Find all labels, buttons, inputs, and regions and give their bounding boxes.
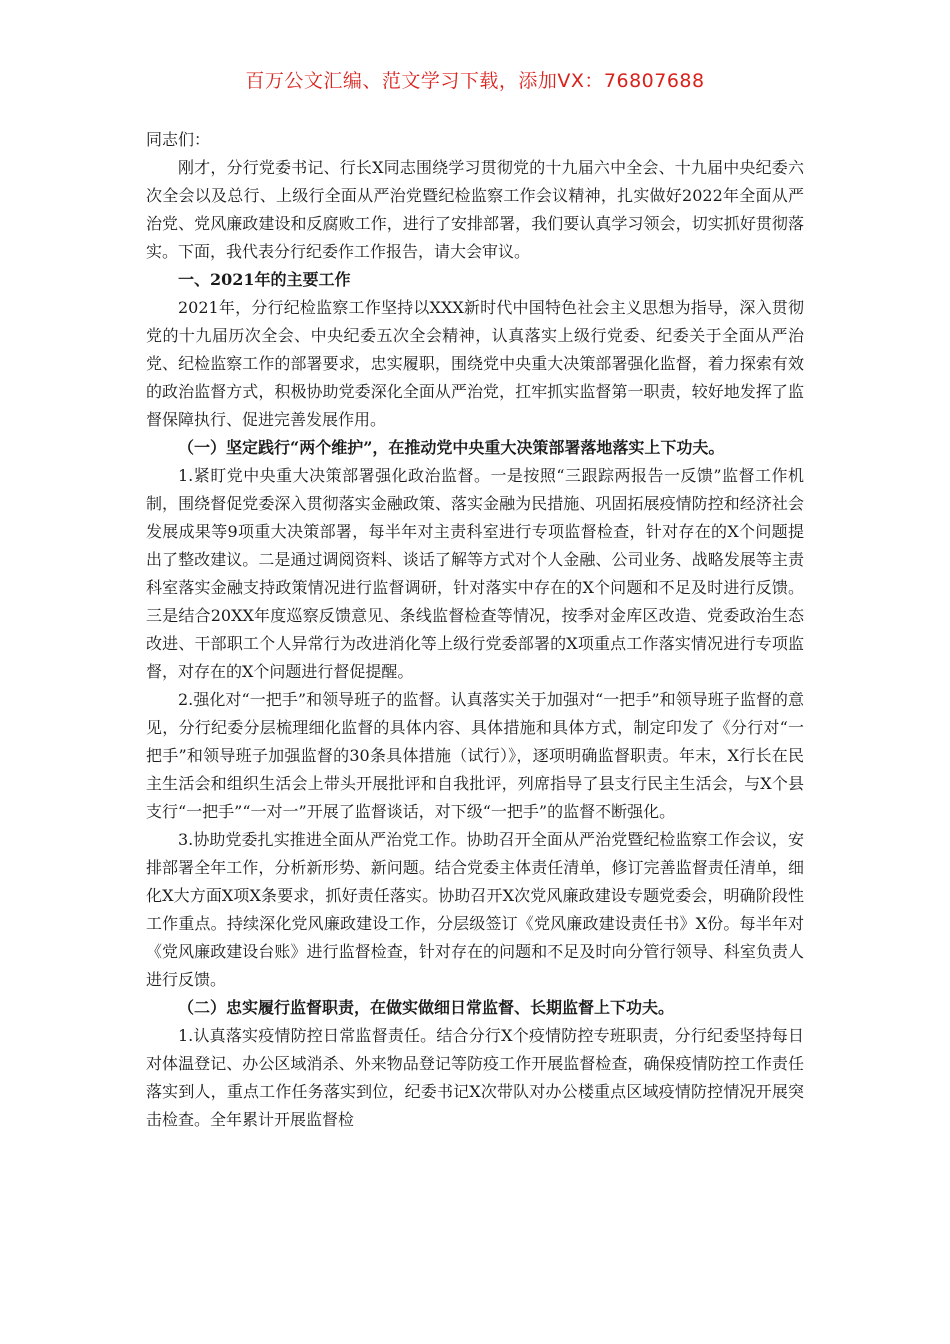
subsection-heading-1: （一）坚定践行“两个维护”，在推动党中央重大决策部署落地落实上下功夫。: [178, 438, 725, 457]
document-body: [146, 126, 804, 1134]
section-heading-1: 一、2021年的主要工作: [178, 270, 351, 289]
paragraph-item-2-1: 1.认真落实疫情防控日常监督责任。结合分行X个疫情防控专班职责，分行纪委坚持每日对体温登记、办公区域消杀、外来物品登记等防疫工作开展监督检查，确保疫情防控工作责任落实到人，重点工作任务落实到位，纪委书记X次带队对办公楼重点区域疫情防控情况开展突击检查。全年累计开展监督检: [146, 1026, 804, 1129]
paragraph-item-1-1: 1.紧盯党中央重大决策部署强化政治监督。一是按照“三跟踪两报告一反馈”监督工作机制，围绕督促党委深入贯彻落实金融政策、落实金融为民措施、巩固拓展疫情防控和经济社会发展成果等9项重大决策部署，每半年对主责科室进行专项监督检查，针对存在的X个问题提出了整改建议。二是通过调阅资料、谈话了解等方式对个人金融、公司业务、战略发展等主责科室落实金融支持政策情况进行监督调研，针对落实中存在的X个问题和不足及时进行反馈。三是结合20XX年度巡察反馈意见、条线监督检查等情况，按季对金库区改造、党委政治生态改进、干部职工个人异常行为改进消化等上级行党委部署的X项重点工作落实情况进行专项监督，对存在的X个问题进行督促提醒。: [146, 466, 804, 681]
subsection-heading-2: （二）忠实履行监督职责，在做实做细日常监督、长期监督上下功夫。: [178, 998, 675, 1017]
paragraph-summary: 2021年，分行纪检监察工作坚持以XXX新时代中国特色社会主义思想为指导，深入贯彻党的十九届历次全会、中央纪委五次全会精神，认真落实上级行党委、纪委关于全面从严治党、纪检监察工作的部署要求，忠实履职，围绕党中央重大决策部署强化监督，着力探索有效的政治监督方式，积极协助党委深化全面从严治党，扛牢抓实监督第一职责，较好地发挥了监督保障执行、促进完善发展作用。: [146, 298, 804, 429]
header-banner: 百万公文汇编、范文学习下载，添加VX：76807688: [245, 70, 705, 92]
paragraph-intro: 刚才，分行党委书记、行长X同志围绕学习贯彻党的十九届六中全会、十九届中央纪委六次全会以及总行、上级行全面从严治党暨纪检监察工作会议精神，扎实做好2022年全面从严治党、党风廉政建设和反腐败工作，进行了安排部署，我们要认真学习领会，切实抓好贯彻落实。下面，我代表分行纪委作工作报告，请大会审议。: [146, 158, 804, 261]
paragraph-item-1-2: 2.强化对“一把手”和领导班子的监督。认真落实关于加强对“一把手”和领导班子监督的意见，分行纪委分层梳理细化监督的具体内容、具体措施和具体方式，制定印发了《分行对“一把手”和领导班子加强监督的30条具体措施（试行）》，逐项明确监督职责。年末，X行长在民主生活会和组织生活会上带头开展批评和自我批评，列席指导了县支行民主生活会，与X个县支行“一把手”“一对一”开展了监督谈话，对下级“一把手”的监督不断强化。: [146, 690, 804, 821]
salutation: 同志们：: [146, 130, 211, 149]
paragraph-item-1-3: 3.协助党委扎实推进全面从严治党工作。协助召开全面从严治党暨纪检监察工作会议，安排部署全年工作，分析新形势、新问题。结合党委主体责任清单，修订完善监督责任清单，细化X大方面X项X条要求，抓好责任落实。协助召开X次党风廉政建设专题党委会，明确阶段性工作重点。持续深化党风廉政建设工作，分层级签订《党风廉政建设责任书》X份。每半年对《党风廉政建设台账》进行监督检查，针对存在的问题和不足及时向分管行领导、科室负责人进行反馈。: [146, 830, 804, 989]
